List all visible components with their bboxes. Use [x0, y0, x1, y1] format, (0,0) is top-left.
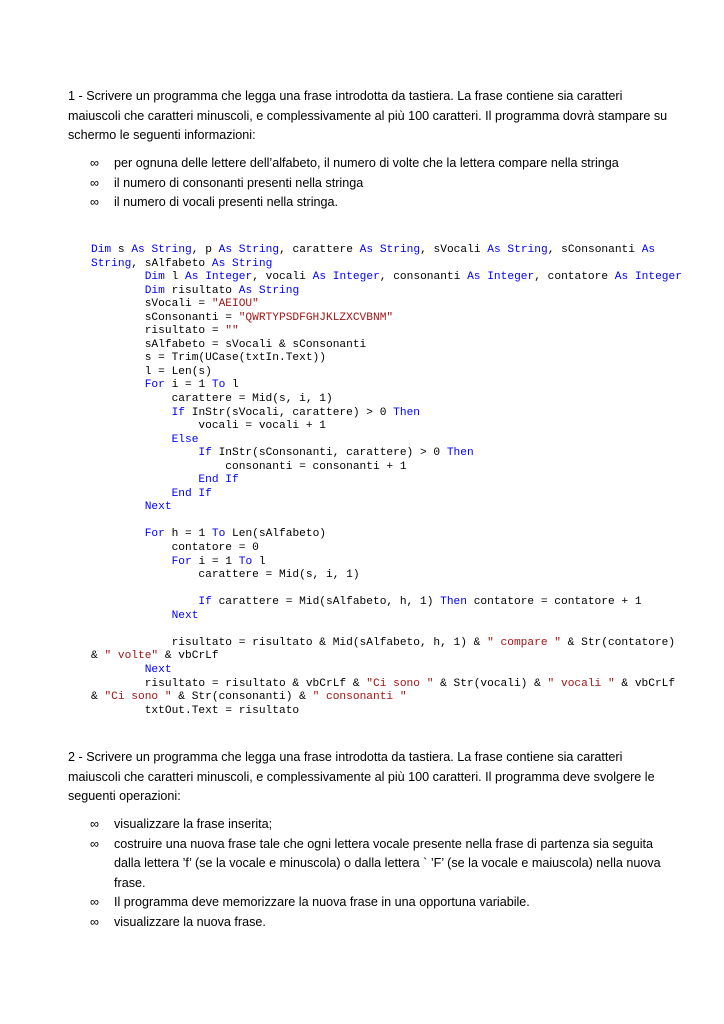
code-line: sConsonanti = "QWRTYPSDFGHJKLZXCVBNM": [91, 311, 394, 324]
infinity-bullet-icon: ∞: [90, 175, 99, 190]
list-item: ∞ per ognuna delle lettere dell’alfabeto, il numero di volte che la lettera compare nella stringa: [90, 154, 670, 174]
code-line: For i = 1 To l: [171, 555, 266, 568]
exercise-2-intro: 2 - Scrivere un programma che legga una frase introdotta da tastiera. La frase contiene sia caratteri maiuscoli che caratteri minuscoli, e complessivamente al più 100 caratteri. Il programma deve svolgere le seguenti operazioni:: [68, 750, 655, 803]
infinity-bullet-icon: ∞: [90, 914, 99, 929]
code-line: Next: [171, 609, 199, 622]
code-line: If InStr(sVocali, carattere) > 0 Then: [171, 406, 420, 419]
code-listing: [91, 244, 682, 718]
code-line: Dim risultato As String: [144, 284, 300, 297]
code-line: risultato = risultato & Mid(sAlfabeto, h, 1) & " compare " & Str(contatore): [91, 636, 676, 649]
code-line: carattere = Mid(s, i, 1): [91, 569, 360, 582]
list-item: ∞ visualizzare la nuova frase.: [90, 913, 670, 933]
code-line: Else: [171, 433, 199, 446]
code-line: carattere = Mid(s, i, 1): [91, 393, 333, 406]
list-item: ∞ il numero di vocali presenti nella stringa.: [90, 193, 670, 213]
code-line: consonanti = consonanti + 1: [91, 460, 407, 473]
code-line: If carattere = Mid(sAlfabeto, h, 1) Then contatore = contatore + 1: [198, 596, 642, 609]
code-line: risultato = risultato & vbCrLf & "Ci sono " & Str(vocali) & " vocali " & vbCrLf: [91, 677, 676, 690]
code-line: vocali = vocali + 1: [91, 420, 326, 433]
code-line: End If: [171, 487, 212, 500]
infinity-bullet-icon: ∞: [90, 836, 99, 851]
code-line: l = Len(s): [91, 365, 212, 378]
code-line: contatore = 0: [91, 542, 259, 555]
code-line: End If: [198, 474, 239, 487]
code-line: & "Ci sono " & Str(consonanti) & " consonanti ": [91, 691, 407, 704]
code-line: txtOut.Text = risultato: [91, 704, 300, 717]
list-item: ∞ Il programma deve memorizzare la nuova frase in una opportuna variabile.: [90, 893, 670, 913]
exercise-1-intro: 1 - Scrivere un programma che legga una frase introdotta da tastiera. La frase contiene sia caratteri maiuscoli che caratteri minuscoli, e complessivamente al più 100 caratteri. Il programma dovrà stampare su schermo le seguenti informazioni:: [68, 89, 668, 142]
code-line: For h = 1 To Len(sAlfabeto): [144, 528, 327, 541]
infinity-bullet-icon: ∞: [90, 895, 99, 909]
code-line: Dim s As String, p As String, carattere As String, sVocali As String, sConsonanti As: [91, 244, 656, 256]
code-line: sAlfabeto = sVocali & sConsonanti: [91, 338, 367, 351]
code-line: s = Trim(UCase(txtIn.Text)): [91, 352, 326, 365]
list-item: ∞ il numero di consonanti presenti nella stringa: [90, 174, 670, 194]
code-line: sVocali = "AEIOU": [91, 298, 259, 311]
code-line: String, sAlfabeto As String: [91, 257, 273, 270]
infinity-bullet-icon: ∞: [90, 156, 99, 170]
code-line: risultato = "": [91, 325, 239, 338]
code-line: For i = 1 To l: [144, 379, 239, 392]
code-line: & " volte" & vbCrLf: [91, 650, 219, 663]
list-item: ∞ costruire una nuova frase tale che ogni lettera vocale presente nella frase di partenza sia seguita dalla lettera ’f’ (se la vocale e minuscola) o dalla lettera ` ’F’ (se la vocale e maiuscola) nella nuova frase.: [90, 836, 661, 890]
code-line: Dim l As Integer, vocali As Integer, consonanti As Integer, contatore As Integer: [144, 271, 682, 284]
code-line: Next: [144, 663, 172, 676]
code-line: If InStr(sConsonanti, carattere) > 0 Then: [198, 447, 474, 460]
exercise-2-bullet-list: [90, 815, 670, 932]
exercise-1-bullet-list: [90, 154, 670, 213]
infinity-bullet-icon: ∞: [90, 195, 99, 209]
code-line: Next: [144, 501, 172, 514]
list-item: ∞ visualizzare la frase inserita;: [90, 815, 670, 835]
infinity-bullet-icon: ∞: [90, 817, 99, 831]
